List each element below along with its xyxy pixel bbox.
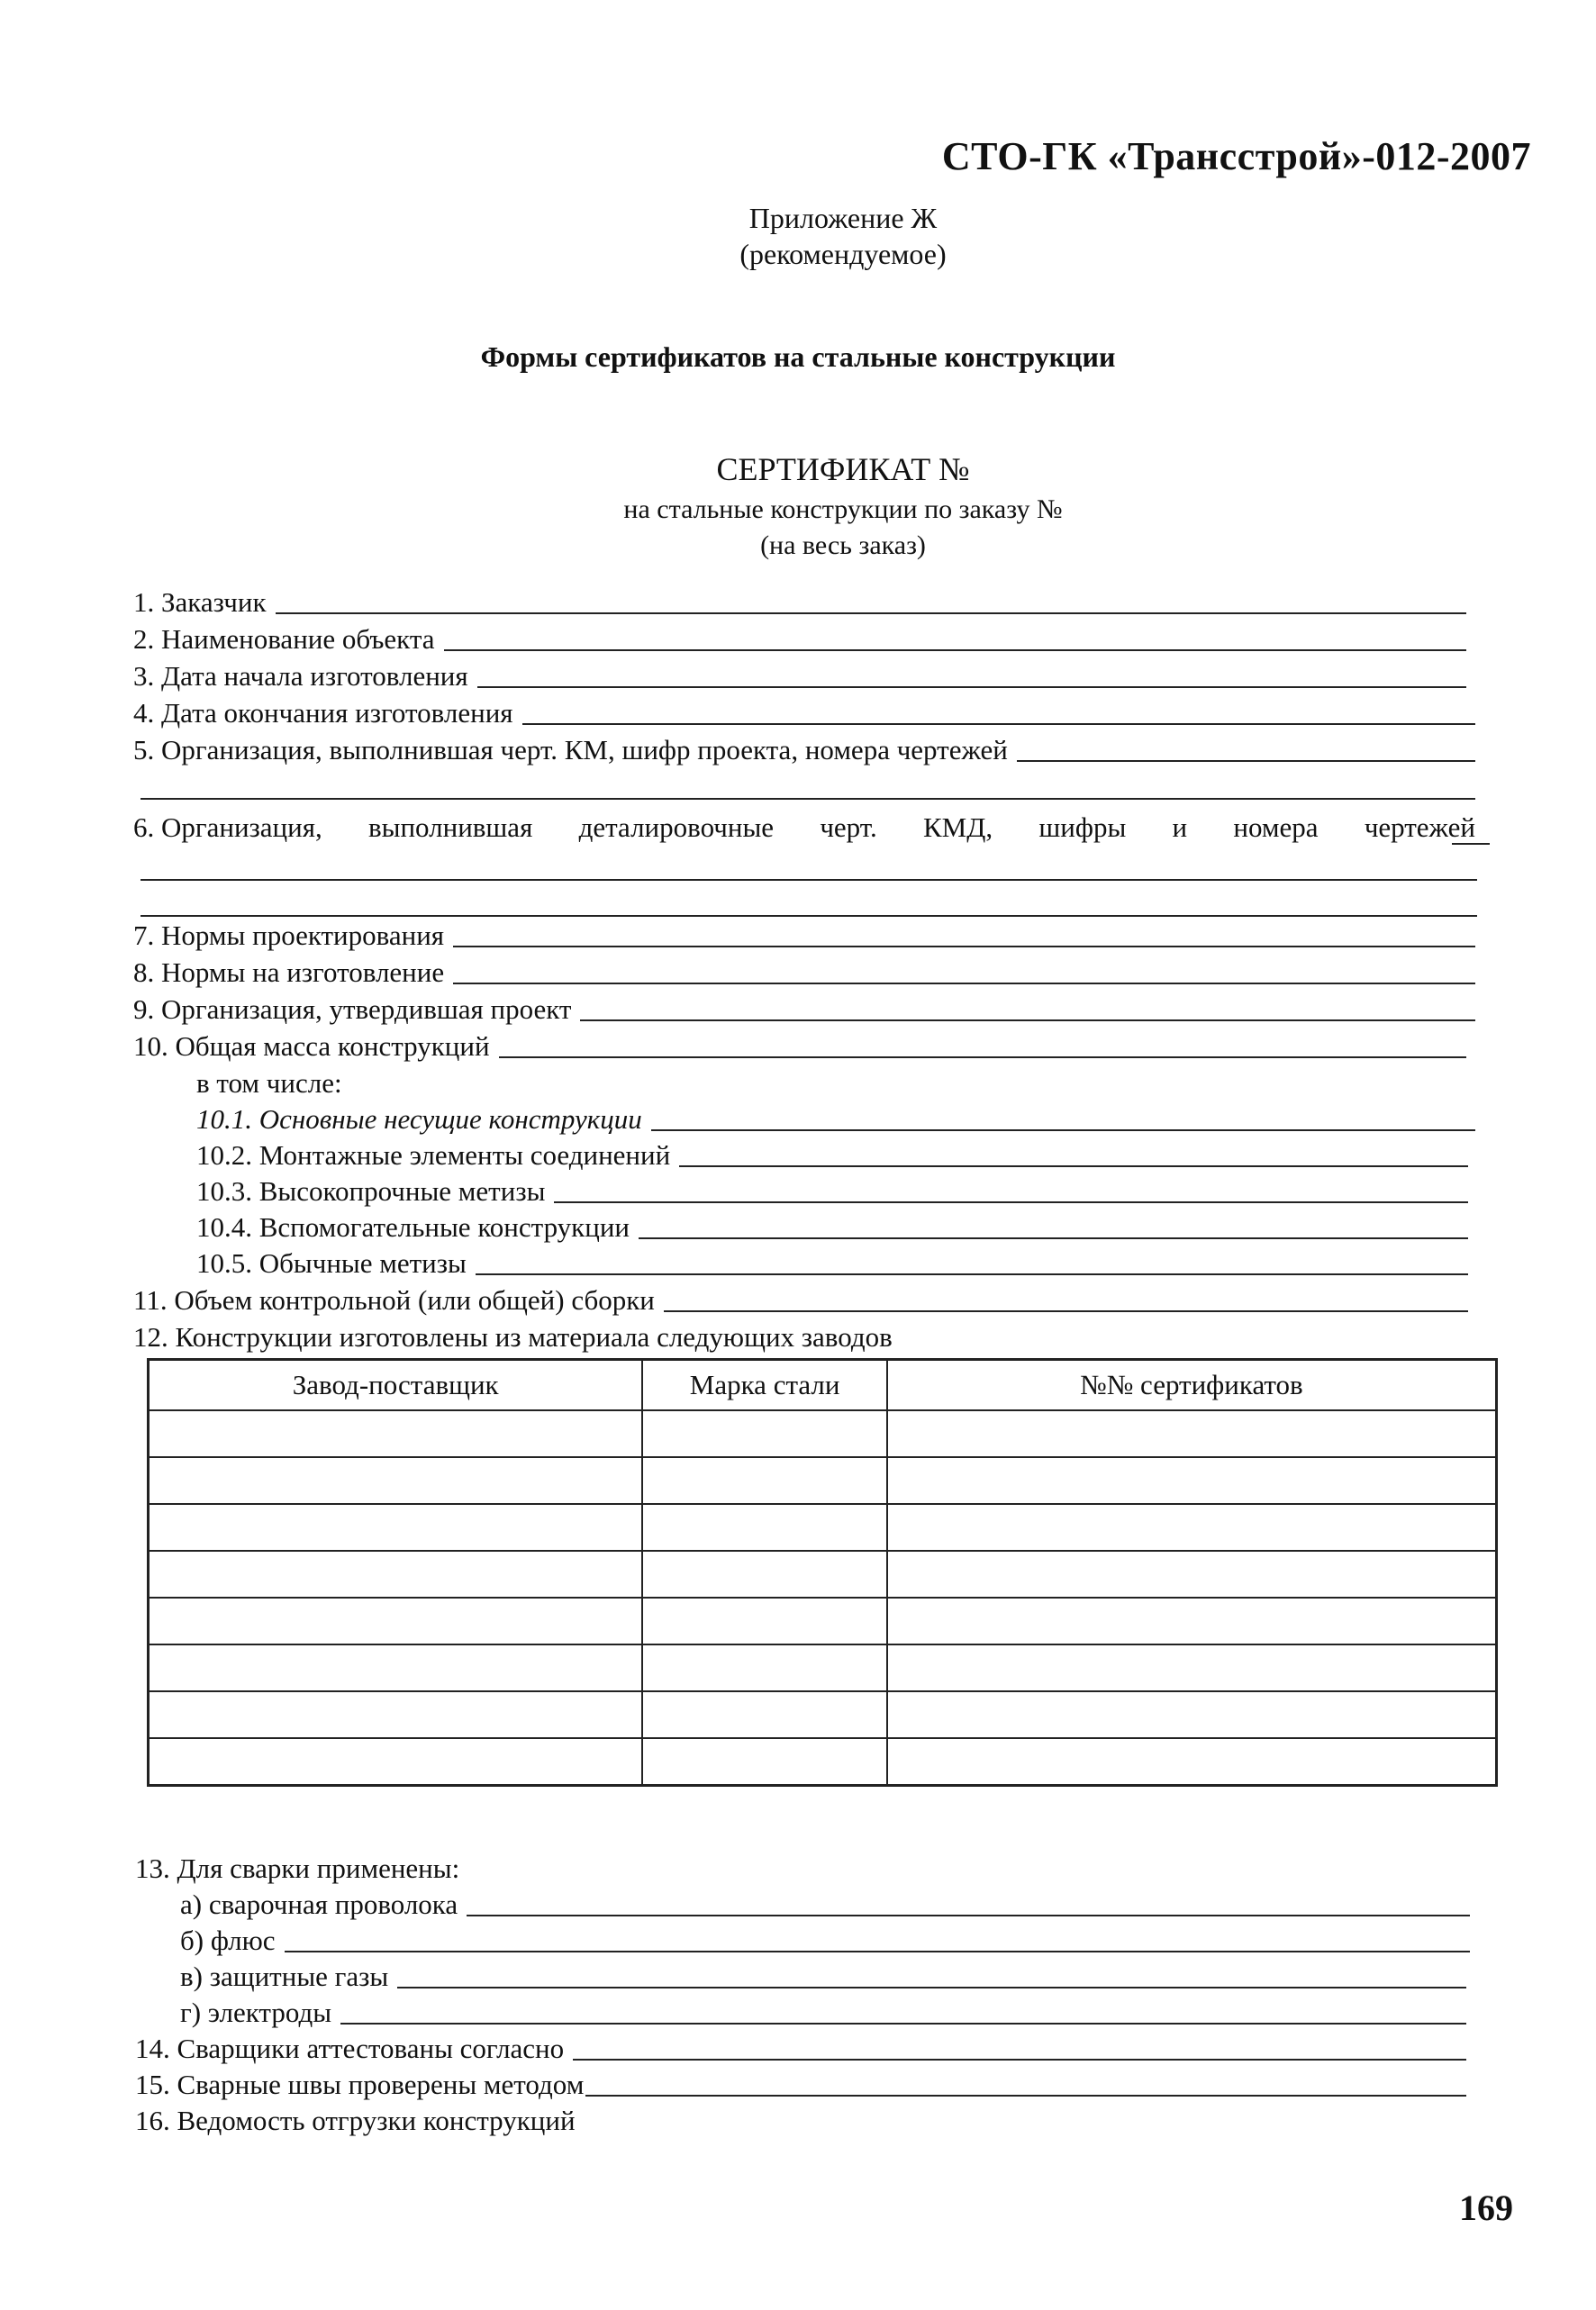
field-label: 5. Организация, выполнившая черт. КМ, шифр проекта, номера чертежей bbox=[133, 734, 1008, 765]
field-shielding-gases[interactable] bbox=[180, 1960, 1466, 1994]
column-header-steel-grade: Марка стали bbox=[642, 1360, 886, 1411]
welding-label: 13. Для сварки применены: bbox=[135, 1853, 460, 1884]
table-cell[interactable] bbox=[149, 1410, 643, 1457]
field-approving-organization[interactable] bbox=[133, 992, 1475, 1027]
field-ordinary-fasteners[interactable] bbox=[196, 1246, 1468, 1281]
fill-line[interactable] bbox=[467, 1915, 1470, 1916]
table-cell[interactable] bbox=[887, 1691, 1497, 1738]
table-cell[interactable] bbox=[887, 1457, 1497, 1504]
appendix-block bbox=[573, 200, 1113, 272]
table-row bbox=[149, 1644, 1497, 1691]
table-row bbox=[149, 1457, 1497, 1504]
fill-line[interactable] bbox=[554, 1201, 1468, 1203]
appendix-title: Приложение Ж bbox=[748, 202, 938, 234]
field-label: 7. Нормы проектирования bbox=[133, 919, 445, 951]
field-label: 10.1. Основные несущие конструкции bbox=[196, 1103, 642, 1135]
table-row bbox=[149, 1598, 1497, 1644]
table-cell[interactable] bbox=[887, 1410, 1497, 1457]
field-label: 9. Организация, утвердившая проект bbox=[133, 993, 572, 1025]
field-6-word: номера bbox=[1233, 811, 1319, 843]
field-kmd-organization[interactable] bbox=[133, 811, 1475, 845]
field-welding-wire[interactable] bbox=[180, 1888, 1470, 1922]
field-electrodes[interactable] bbox=[180, 1996, 1466, 2030]
table-cell[interactable] bbox=[149, 1644, 643, 1691]
field-label: 10.2. Монтажные элементы соединений bbox=[196, 1139, 671, 1171]
field-label: а) сварочная проволока bbox=[180, 1889, 458, 1920]
fill-line-extra[interactable] bbox=[141, 798, 1475, 800]
field-label: б) флюс bbox=[180, 1925, 276, 1956]
fill-line[interactable] bbox=[1017, 760, 1475, 762]
fill-line-extra[interactable] bbox=[141, 879, 1477, 881]
fill-line[interactable] bbox=[477, 686, 1466, 688]
field-6-word: деталировочные bbox=[578, 811, 775, 843]
field-6-word: и bbox=[1172, 811, 1188, 843]
fill-line[interactable] bbox=[499, 1056, 1466, 1058]
field-customer[interactable] bbox=[133, 585, 1466, 620]
table-cell[interactable] bbox=[642, 1504, 886, 1551]
field-assembly-volume[interactable] bbox=[133, 1283, 1468, 1318]
fill-line[interactable] bbox=[573, 2059, 1466, 2061]
certificate-scope: (на весь заказ) bbox=[760, 530, 926, 560]
field-label: 3. Дата начала изготовления bbox=[133, 660, 468, 692]
field-6-word: КМД, bbox=[923, 811, 993, 843]
field-start-date[interactable] bbox=[133, 659, 1466, 693]
field-label: 10.3. Высокопрочные метизы bbox=[196, 1175, 546, 1207]
field-label: 2. Наименование объекта bbox=[133, 623, 435, 655]
field-6-word: шифры bbox=[1038, 811, 1127, 843]
suppliers-table bbox=[147, 1358, 1498, 1787]
table-cell[interactable] bbox=[149, 1598, 643, 1644]
field-label: г) электроды bbox=[180, 1997, 332, 2028]
field-manufacturing-norms[interactable] bbox=[133, 956, 1475, 990]
fill-line[interactable] bbox=[340, 2023, 1466, 2025]
fill-line[interactable] bbox=[397, 1987, 1466, 1988]
fill-line[interactable] bbox=[522, 723, 1475, 725]
field-hs-fasteners[interactable] bbox=[196, 1174, 1468, 1209]
field-design-norms[interactable] bbox=[133, 919, 1475, 953]
field-end-date[interactable] bbox=[133, 696, 1475, 730]
shipping-statement-label: 16. Ведомость отгрузки конструкций bbox=[135, 2105, 576, 2136]
field-label: 10.4. Вспомогательные конструкции bbox=[196, 1211, 630, 1243]
field-label: 4. Дата окончания изготовления bbox=[133, 697, 513, 729]
table-cell[interactable] bbox=[887, 1644, 1497, 1691]
including-label: в том числе: bbox=[196, 1067, 342, 1099]
fill-line[interactable] bbox=[444, 649, 1466, 651]
field-weld-inspection[interactable] bbox=[135, 2068, 1466, 2102]
field-total-mass[interactable] bbox=[133, 1029, 1466, 1064]
certificate-subtitle: на стальные конструкции по заказу № bbox=[623, 494, 1063, 524]
table-cell[interactable] bbox=[149, 1738, 643, 1786]
table-cell[interactable] bbox=[149, 1691, 643, 1738]
fill-line[interactable] bbox=[580, 1019, 1475, 1021]
fill-line[interactable] bbox=[285, 1951, 1470, 1952]
table-cell[interactable] bbox=[642, 1598, 886, 1644]
table-cell[interactable] bbox=[149, 1551, 643, 1598]
fill-line-extra[interactable] bbox=[141, 915, 1477, 917]
field-6-word: черт. bbox=[820, 811, 877, 843]
field-label: 10. Общая масса конструкций bbox=[133, 1030, 490, 1062]
table-cell[interactable] bbox=[149, 1504, 643, 1551]
table-cell[interactable] bbox=[887, 1504, 1497, 1551]
fill-line[interactable] bbox=[651, 1129, 1475, 1131]
table-cell[interactable] bbox=[642, 1644, 886, 1691]
fill-line[interactable] bbox=[639, 1237, 1468, 1239]
field-label: 1. Заказчик bbox=[133, 586, 267, 618]
column-header-certificates: №№ сертификатов bbox=[887, 1360, 1497, 1411]
table-header-row bbox=[149, 1360, 1497, 1411]
table-row bbox=[149, 1691, 1497, 1738]
table-row bbox=[149, 1738, 1497, 1786]
field-label: в) защитные газы bbox=[180, 1961, 389, 1992]
table-cell[interactable] bbox=[642, 1457, 886, 1504]
forms-title: Формы сертификатов на стальные конструкции bbox=[480, 340, 1116, 373]
fill-line[interactable] bbox=[679, 1165, 1468, 1167]
field-label: 11. Объем контрольной (или общей) сборки bbox=[133, 1284, 655, 1316]
table-cell[interactable] bbox=[642, 1410, 886, 1457]
column-header-supplier: Завод-поставщик bbox=[149, 1360, 643, 1411]
field-welders-certified[interactable] bbox=[135, 2032, 1466, 2066]
fill-line-short[interactable] bbox=[1452, 843, 1490, 845]
table-cell[interactable] bbox=[642, 1551, 886, 1598]
table-cell[interactable] bbox=[887, 1738, 1497, 1786]
fill-line[interactable] bbox=[476, 1273, 1468, 1275]
table-cell[interactable] bbox=[149, 1457, 643, 1504]
table-row bbox=[149, 1504, 1497, 1551]
certificate-subtitle-block bbox=[393, 492, 1293, 564]
certificate-title: СЕРТИФИКАТ № bbox=[716, 451, 970, 487]
fill-line[interactable] bbox=[664, 1310, 1468, 1312]
table-row bbox=[149, 1551, 1497, 1598]
field-6-word: 6. Организация, bbox=[133, 811, 322, 843]
document-code: СТО-ГК «Трансстрой»-012-2007 bbox=[941, 134, 1531, 178]
field-label: 15. Сварные швы проверены методом bbox=[135, 2069, 585, 2100]
fill-line[interactable] bbox=[453, 946, 1475, 947]
table-cell[interactable] bbox=[887, 1551, 1497, 1598]
fill-line[interactable] bbox=[453, 983, 1475, 984]
field-flux[interactable] bbox=[180, 1924, 1470, 1958]
field-label: 8. Нормы на изготовление bbox=[133, 956, 445, 988]
appendix-note: (рекомендуемое) bbox=[739, 238, 947, 270]
table-cell[interactable] bbox=[642, 1738, 886, 1786]
table-row bbox=[149, 1410, 1497, 1457]
suppliers-label: 12. Конструкции изготовлены из материала следующих заводов bbox=[133, 1321, 893, 1353]
fill-line[interactable] bbox=[585, 2095, 1466, 2097]
field-object-name[interactable] bbox=[133, 622, 1466, 657]
fill-line[interactable] bbox=[276, 612, 1466, 614]
field-main-structures[interactable] bbox=[196, 1102, 1475, 1137]
page-number: 169 bbox=[1459, 2188, 1513, 2228]
field-auxiliary-structures[interactable] bbox=[196, 1210, 1468, 1245]
field-mounting-elements[interactable] bbox=[196, 1138, 1468, 1173]
field-km-organization[interactable] bbox=[133, 733, 1475, 767]
table-body bbox=[149, 1410, 1497, 1786]
field-6-word: выполнившая bbox=[368, 811, 533, 843]
table-cell[interactable] bbox=[642, 1691, 886, 1738]
field-6-word: чертежей bbox=[1364, 811, 1475, 843]
field-label: 10.5. Обычные метизы bbox=[196, 1247, 467, 1279]
table-cell[interactable] bbox=[887, 1598, 1497, 1644]
field-label: 14. Сварщики аттестованы согласно bbox=[135, 2033, 565, 2064]
